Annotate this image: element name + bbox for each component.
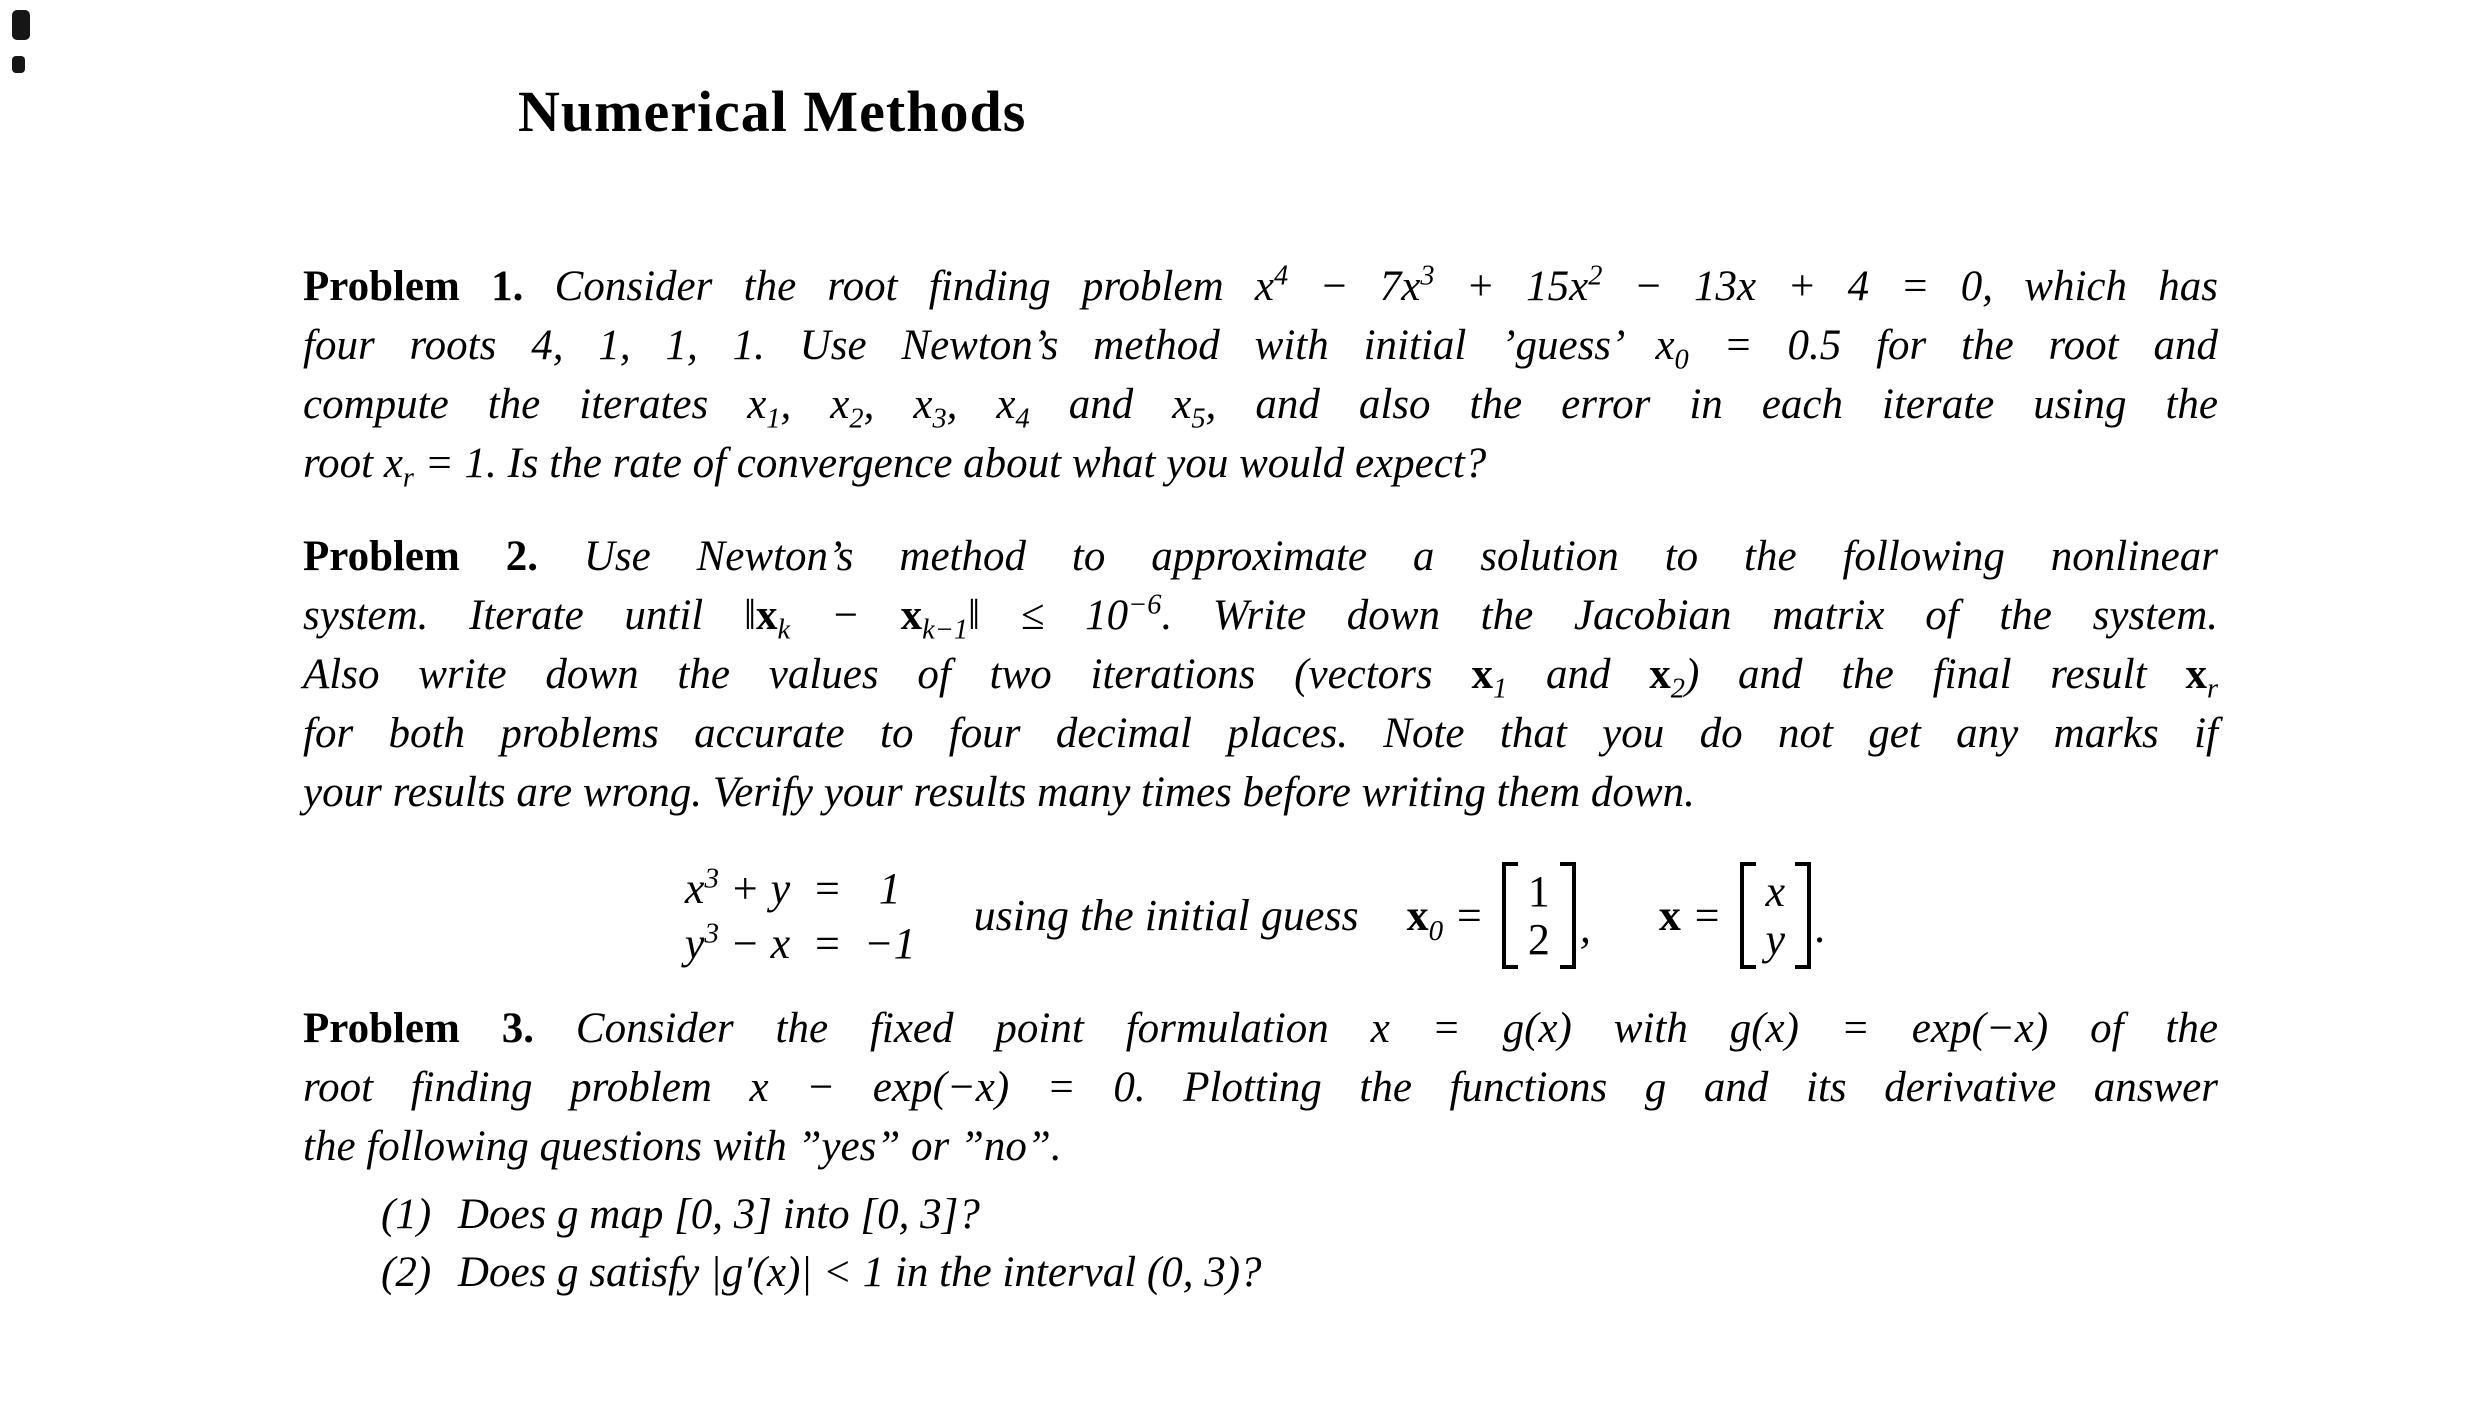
equation-caption: using the initial guess: [973, 891, 1359, 941]
problem-1-text: Consider the root finding problem $x^4 - 7x^3 + 15x^2 - 13x + 4 = 0$, which has: [554, 260, 2218, 310]
x0-label: $x_0$ =: [1406, 891, 1484, 947]
right-bracket: [1560, 862, 1576, 969]
left-bracket: [1502, 862, 1518, 969]
list-item-2: [303, 1244, 2218, 1302]
vector-entry: x: [1765, 867, 1786, 916]
equals-sign: =: [812, 918, 842, 968]
x-label: x =: [1658, 891, 1722, 941]
problem-2: [303, 527, 2218, 822]
scan-artifact: [12, 56, 25, 73]
text-line: root finding problem x − exp(−x) = 0. Plotting the functions g and its derivative answer: [303, 1064, 2218, 1112]
problem-3-label: Problem 3.: [303, 1005, 534, 1053]
problem-2-label: Problem 2.: [303, 533, 538, 580]
equation-lhs: $x^3 + y$: [684, 861, 791, 913]
equals-sign: =: [812, 863, 842, 913]
text-line: compute the iterates $x_1$, $x_2$, $x_3$, $x_4$ and $x_5$, and also the error in each iterate using the: [303, 381, 2219, 435]
right-bracket: [1795, 862, 1811, 969]
text-line: [303, 257, 2218, 316]
vector-entry: 2: [1527, 914, 1550, 964]
text-line: root $x_r = 1$. Is the rate of convergence about what you would expect?: [303, 440, 1487, 494]
problem-1: [303, 257, 2218, 493]
vector-entries: [1518, 862, 1560, 969]
vector-entry: y: [1765, 914, 1786, 964]
text-line: [303, 999, 2218, 1058]
problem-3: [303, 999, 2218, 1176]
equation-block: [303, 862, 2218, 969]
equation-rhs: 1: [878, 863, 901, 913]
equation-rhs: −1: [863, 918, 916, 968]
text-line: [303, 527, 2218, 586]
text-line: the following questions with ”yes” or ”no”.: [303, 1123, 1062, 1171]
problem-3-text: Consider the fixed point formulation x = g(x) with g(x) = exp(−x) of the: [575, 1005, 2219, 1053]
item-number: (1): [381, 1191, 432, 1239]
equation-lhs: $y^3 - x$: [684, 916, 791, 968]
problem-2-text: Use Newton’s method to approximate a solution to the following nonlinear: [583, 533, 2219, 580]
text-line: for both problems accurate to four decimal places. Note that you do not get any marks if: [303, 710, 2218, 757]
question-list: [303, 1186, 2218, 1302]
problem-1-label: Problem 1.: [303, 263, 524, 310]
vector-entries: [1756, 862, 1796, 969]
text-line: Also write down the values of two iterations (vectors $x_1$ and $x_2$) and the final result $x_r$: [303, 651, 2219, 705]
x0-vector: [1502, 862, 1576, 969]
list-item-1: [303, 1186, 2218, 1244]
period: .: [1815, 903, 1827, 953]
item-text: Does g satisfy |g′(x)| < 1 in the interval (0, 3)?: [457, 1249, 1262, 1297]
x-vector: [1740, 862, 1812, 969]
item-number: (2): [381, 1249, 432, 1297]
equation-system: [685, 863, 916, 969]
text-line: four roots 4, 1, 1, 1. Use Newton’s method with initial ’guess’ $x_0 = 0.5$ for the root and: [303, 322, 2218, 376]
left-bracket: [1740, 862, 1756, 969]
scan-artifact: [12, 10, 30, 40]
vector-entry: 1: [1527, 867, 1550, 916]
document-content: [303, 0, 2218, 1302]
text-line: system. Iterate until $‖x_k$ − $x_{k-1}‖ \le 10^{-6}$. Write down the Jacobian matrix of the system.: [303, 589, 2218, 646]
item-text: Does g map [0, 3] into [0, 3]?: [457, 1191, 980, 1239]
comma: ,: [1579, 903, 1591, 953]
document-title: Numerical Methods: [518, 79, 1027, 144]
text-line: your results are wrong. Verify your results many times before writing them down.: [303, 769, 1695, 816]
